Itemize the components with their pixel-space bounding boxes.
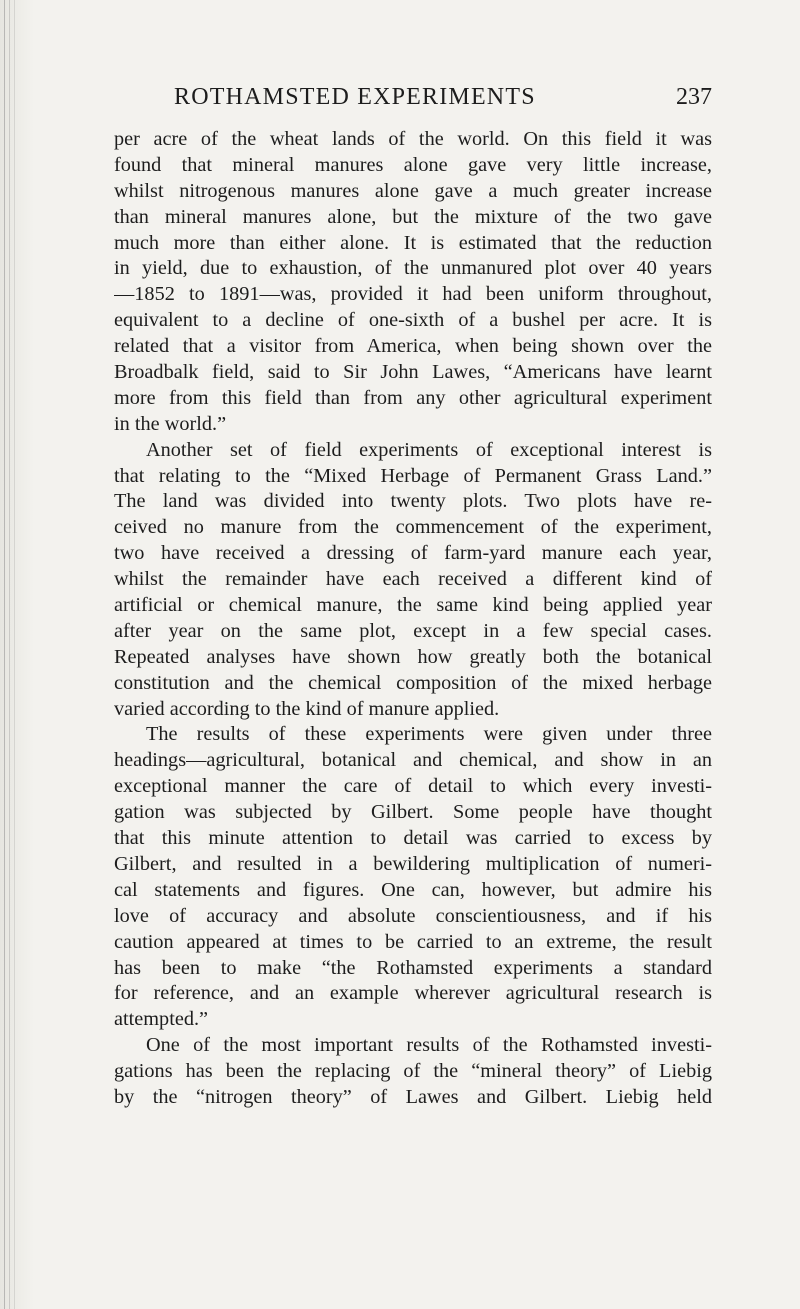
text-line: Another set of field experiments of exceptional interest is [146,438,712,461]
text-line: per acre of the wheat lands of the world. On this field it was [114,128,712,150]
binding-line [4,0,5,1309]
text-line: equivalent to a decline of one-sixth of a bushel per acre. It is [114,309,712,332]
text-line: more from this field than from any other agricultural experiment [114,386,712,409]
text-line: two have received a dressing of farm-yard manure each year, [114,542,712,565]
page-binding-edge [0,0,34,1309]
text-line: ceived no manure from the commencement of the experiment, [114,516,712,539]
text-line: found that mineral manures alone gave very little increase, [114,153,712,176]
text-line: Repeated analyses have shown how greatly both the botanical [114,645,712,668]
text-line: related that a visitor from America, when being shown over the [114,335,712,358]
text-line: for reference, and an example wherever agricultural research is [114,982,712,1005]
text-line: The land was divided into twenty plots. Two plots have re- [114,490,712,513]
text-line: cal statements and figures. One can, however, but admire his [114,878,712,901]
text-line: has been to make “the Rothamsted experiments a standard [114,956,712,979]
text-line: whilst the remainder have each received a different kind of [114,568,712,591]
paragraph [114,127,712,438]
text-line: gation was subjected by Gilbert. Some people have thought [114,801,712,824]
text-line: —1852 to 1891—was, provided it had been uniform throughout, [114,283,712,306]
text-line: varied according to the kind of manure applied. [114,697,500,720]
text-line: artificial or chemical manure, the same kind being applied year [114,594,712,617]
text-line: after year on the same plot, except in a few special cases. [114,619,712,642]
text-line: constitution and the chemical composition of the mixed herbage [114,671,712,694]
text-line: that this minute attention to detail was carried to excess by [114,827,712,850]
running-head-title: ROTHAMSTED EXPERIMENTS [174,84,536,110]
text-line: One of the most important results of the Rothamsted investi- [146,1034,712,1057]
text-line: in yield, due to exhaustion, of the unmanured plot over 40 years [114,257,712,280]
text-line: by the “nitrogen theory” of Lawes and Gilbert. Liebig held [114,1085,712,1108]
text-line: attempted.” [114,1008,209,1031]
text-line: The results of these experiments were given under three [146,723,712,746]
paragraph [114,1033,712,1111]
text-line: caution appeared at times to be carried to an extreme, the result [114,930,712,953]
text-line: whilst nitrogenous manures alone gave a much greater increase [114,179,712,202]
text-line: headings—agricultural, botanical and chemical, and show in an [114,749,712,772]
text-line: exceptional manner the care of detail to which every investi- [114,775,712,798]
text-line: Broadbalk field, said to Sir John Lawes, “Americans have learnt [114,361,712,384]
text-line: that relating to the “Mixed Herbage of Permanent Grass Land.” [114,464,712,487]
page-number: 237 [676,84,712,110]
text-line: gations has been the replacing of the “mineral theory” of Liebig [114,1060,712,1083]
running-head [114,82,712,112]
text-line: much more than either alone. It is estimated that the reduction [114,231,712,254]
paragraph [114,722,712,1033]
paragraph [114,438,712,723]
body-text [114,127,712,1111]
binding-line [14,0,15,1309]
binding-line [9,0,10,1309]
text-line: in the world.” [114,412,227,435]
text-line: Gilbert, and resulted in a bewildering multiplication of numeri- [114,852,712,875]
text-line: love of accuracy and absolute conscientiousness, and if his [114,904,712,927]
text-line: than mineral manures alone, but the mixture of the two gave [114,205,712,228]
